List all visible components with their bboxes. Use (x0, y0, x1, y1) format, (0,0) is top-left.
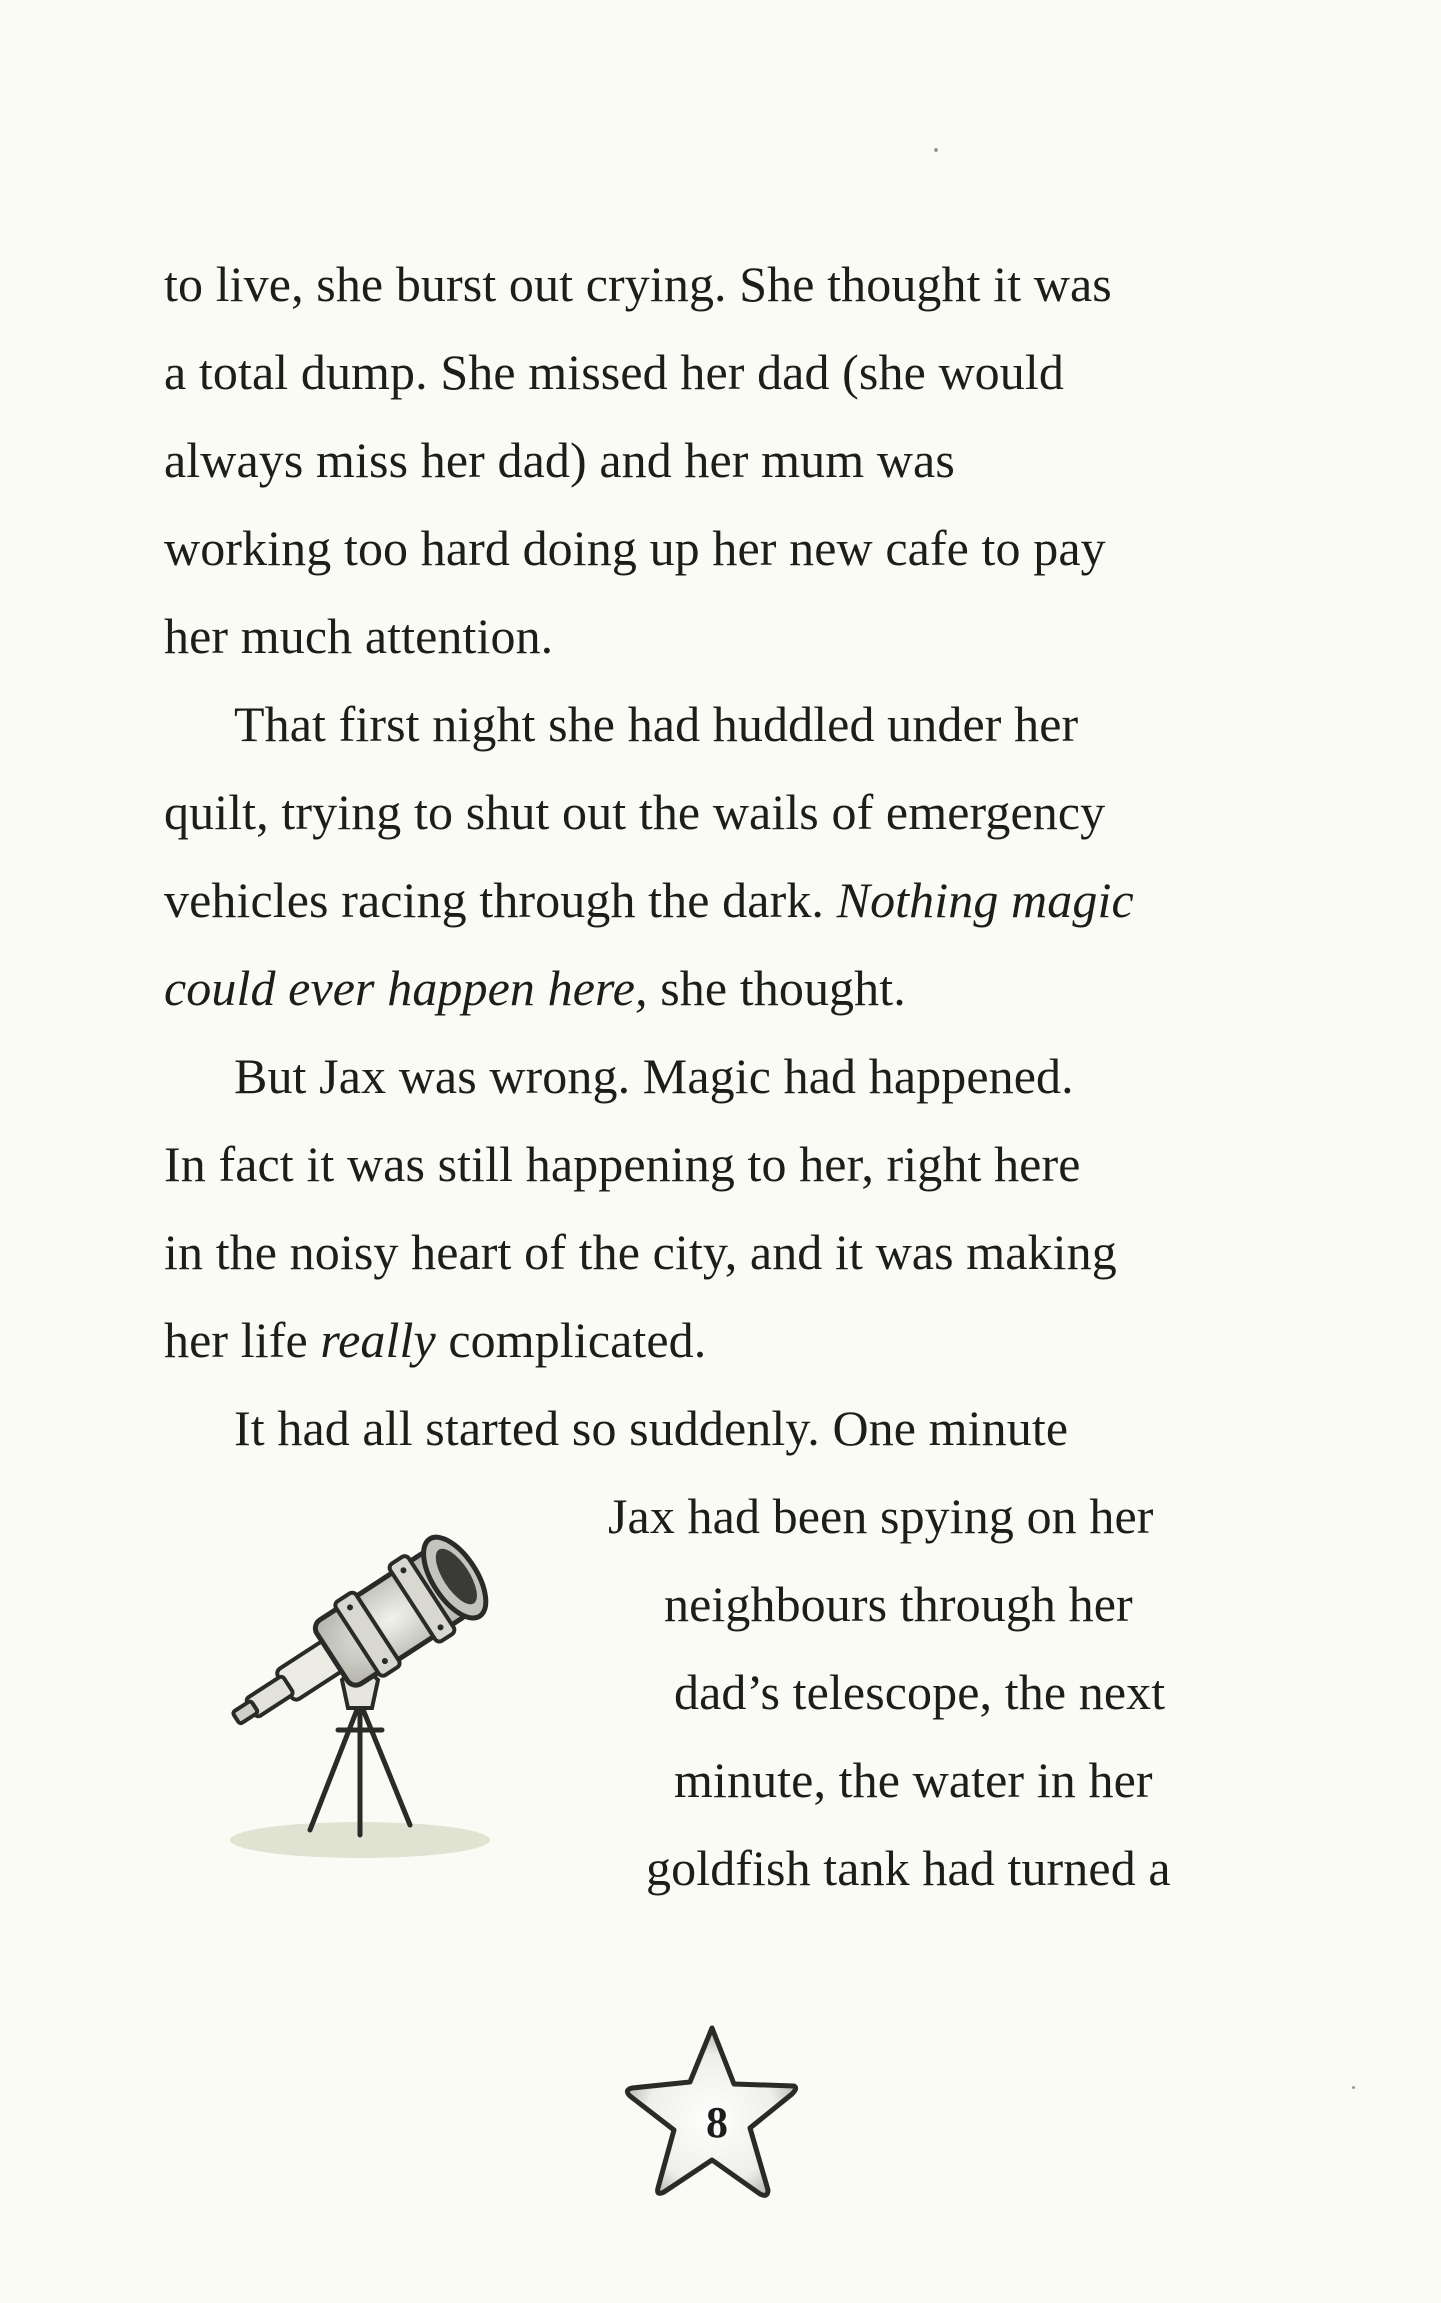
text-line: quilt, trying to shut out the wails of emergency (164, 784, 1106, 840)
text-line: But Jax was wrong. Magic had happened. (234, 1048, 1074, 1104)
page-number: 8 (706, 2098, 728, 2147)
paper-speck (934, 148, 938, 152)
telescope-icon (210, 1480, 540, 1880)
text-line (164, 856, 1134, 944)
text-line: in the noisy heart of the city, and it was making (164, 1224, 1117, 1280)
text-line: to live, she burst out crying. She thought it was (164, 256, 1112, 312)
text-line: goldfish tank had turned a (646, 1840, 1171, 1896)
text-line: Jax had been spying on her (608, 1488, 1154, 1544)
text-segment: vehicles racing through the dark. (164, 872, 837, 928)
text-segment: her life (164, 1312, 321, 1368)
text-line: In fact it was still happening to her, right here (164, 1136, 1081, 1192)
text-line: always miss her dad) and her mum was (164, 432, 955, 488)
text-segment: complicated. (435, 1312, 707, 1368)
text-line: her much attention. (164, 608, 554, 664)
italic-text: Nothing magic (836, 872, 1134, 928)
text-line: working too hard doing up her new cafe to pay (164, 520, 1106, 576)
italic-text: really (320, 1312, 436, 1368)
italic-text: could ever happen here, (164, 960, 648, 1016)
text-line: minute, the water in her (674, 1752, 1153, 1808)
text-line: That first night she had huddled under her (234, 696, 1079, 752)
text-segment: she thought. (647, 960, 906, 1016)
text-line: neighbours through her (664, 1576, 1133, 1632)
text-line: a total dump. She missed her dad (she would (164, 344, 1064, 400)
text-line: It had all started so suddenly. One minute (234, 1400, 1069, 1456)
text-line: dad’s telescope, the next (674, 1664, 1166, 1720)
paper-speck (1352, 2086, 1355, 2089)
text-line (164, 1296, 706, 1384)
text-line (164, 944, 906, 1032)
